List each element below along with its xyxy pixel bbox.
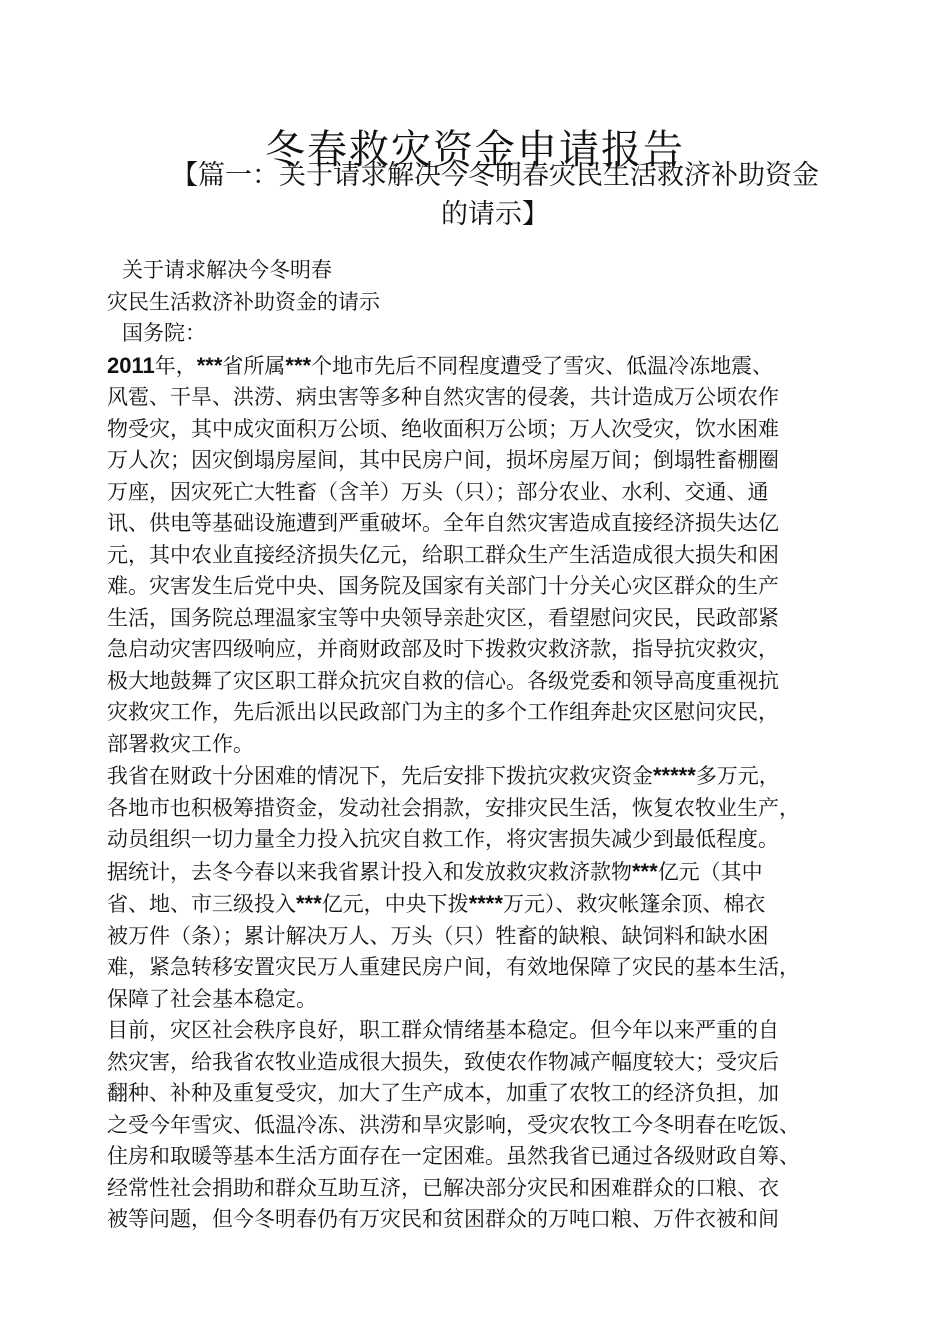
- body-line: 难，紧急转移安置灾民万人重建民房户间，有效地保障了灾民的基本生活，: [107, 955, 800, 979]
- body-line: 极大地鼓舞了灾区职工群众抗灾自救的信心。各级党委和领导高度重视抗: [107, 668, 779, 693]
- addressee-line: 国务院：: [122, 321, 206, 345]
- body-line: 据统计，去冬今春以来我省累计投入和发放救灾救济款物***亿元（其中: [107, 858, 763, 884]
- body-line: 物受灾，其中成灾面积万公顷、绝收面积万公顷；万人次受灾，饮水困难: [107, 416, 779, 441]
- body-line: 保障了社会基本稳定。: [107, 986, 317, 1011]
- body-line: 万人次；因灾倒塌房屋间，其中民房户间，损坏房屋万间；倒塌牲畜棚圈: [107, 448, 779, 472]
- body-line: 被万件（条）；累计解决万人、万头（只）牲畜的缺粮、缺饲料和缺水困: [107, 923, 769, 948]
- body-line: 灾救灾工作，先后派出以民政部门为主的多个工作组奔赴灾区慰问灾民，: [107, 700, 779, 724]
- body-line: 我省在财政十分困难的情况下，先后安排下拨抗灾救灾资金*****多万元，: [107, 763, 780, 788]
- document-subtitle: [150, 156, 840, 234]
- body-line: 风雹、干旱、洪涝、病虫害等多种自然灾害的侵袭，共计造成万公顷农作: [107, 385, 779, 409]
- body-line: 生活，国务院总理温家宝等中央领导亲赴灾区，看望慰问灾民，民政部紧: [107, 605, 779, 630]
- body-line: 2011年，***省所属***个地市先后不同程度遭受了雪灾、低温冷冻地震、: [107, 352, 774, 378]
- body-line: 经常性社会捐助和群众互助互济，已解决部分灾民和困难群众的口粮、衣: [107, 1175, 779, 1200]
- letter-heading-line: 关于请求解决今冬明春: [122, 258, 332, 282]
- body-line: 翻种、补种及重复受灾，加大了生产成本，加重了农牧工的经济负担，加: [107, 1081, 779, 1105]
- body-line: 然灾害，给我省农牧业造成很大损失，致使农作物减产幅度较大；受灾后: [107, 1049, 779, 1074]
- document-body: [107, 255, 867, 1236]
- body-line: 动员组织一切力量全力投入抗灾自救工作，将灾害损失减少到最低程度。: [107, 827, 779, 851]
- body-line: 部署救灾工作。: [107, 731, 254, 756]
- letter-heading-line: 灾民生活救济补助资金的请示: [107, 289, 380, 314]
- body-paragraphs: [107, 350, 867, 1236]
- body-line: 目前，灾区社会秩序良好，职工群众情绪基本稳定。但今年以来严重的自: [107, 1018, 779, 1042]
- subtitle-line: 【篇一：关于请求解决今冬明春灾民生活救济补助资金: [171, 160, 819, 191]
- body-line: 住房和取暖等基本生活方面存在一定困难。虽然我省已通过各级财政自筹、: [107, 1144, 800, 1168]
- document-title: 冬春救灾资金申请报告: [265, 126, 685, 173]
- body-line: 之受今年雪灾、低温冷冻、洪涝和旱灾影响，受灾农牧工今冬明春在吃饭、: [107, 1112, 800, 1137]
- body-line: 难。灾害发生后党中央、国务院及国家有关部门十分关心灾区群众的生产: [107, 574, 779, 598]
- body-line: 元，其中农业直接经济损失亿元，给职工群众生产生活造成很大损失和困: [107, 542, 779, 567]
- body-line: 省、地、市三级投入***亿元，中央下拨****万元）、救灾帐篷余顶、棉衣: [107, 891, 766, 916]
- body-line: 各地市也积极筹措资金，发动社会捐款，安排灾民生活，恢复农牧业生产，: [107, 795, 800, 820]
- body-line: 被等问题，但今冬明春仍有万灾民和贫困群众的万吨口粮、万件衣被和间: [107, 1207, 779, 1231]
- subtitle-line: 的请示】: [441, 199, 549, 230]
- body-line: 急启动灾害四级响应，并商财政部及时下拨救灾救济款，指导抗灾救灾，: [107, 637, 779, 661]
- body-line: 万座，因灾死亡大牲畜（含羊）万头（只）；部分农业、水利、交通、通: [107, 479, 769, 504]
- body-line: 讯、供电等基础设施遭到严重破坏。全年自然灾害造成直接经济损失达亿: [107, 511, 779, 535]
